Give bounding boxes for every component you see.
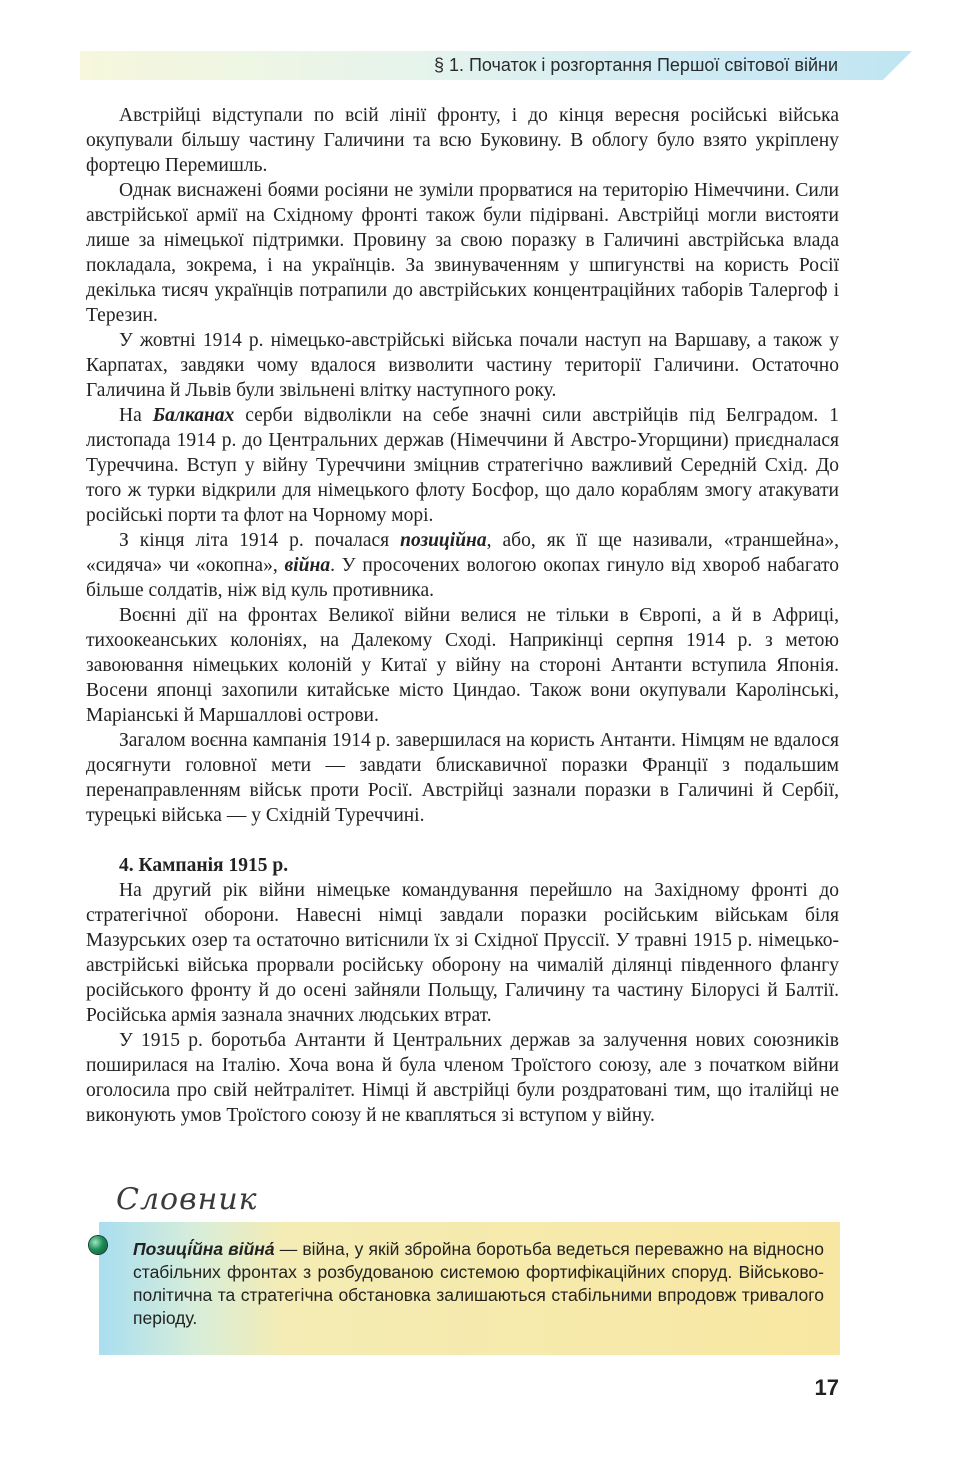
paragraph: Воєнні дії на фронтах Великої війни велися не тільки в Європі, а й в Африці, тихоокеанських колоніях, на Далекому Сході. Наприкінці серпня 1914 р. з метою завоювання німецьких колоній у Китаї у війну на стороні Антанти вступила Японія. Восени японці захопили китайське місто Циндао. Також вони окупували Каролінські, Маріанські й Маршаллові острови. xyxy=(86,605,839,726)
paragraph-text: З кінця літа 1914 р. почалася xyxy=(119,530,401,551)
dictionary-term: Позиці́йна війна́ xyxy=(133,1239,275,1259)
paragraph: У 1915 р. боротьба Антанти й Центральних держав за залучення нових союзників поширилася на Італію. Хоча вона й була членом Троїстого союзу, але з початком війни оголосила про свій нейтралітет. Німці й австрійці були роздратовані тим, що італійці не виконують умов Троїстого союзу й не квапляться зі вступом у війну. xyxy=(86,1030,839,1126)
paragraph-text: , або, як її ще називали, «траншейна», «сидяча» чи «окопна», xyxy=(86,530,839,576)
key-term: Балканах xyxy=(152,405,235,426)
main-text xyxy=(86,103,839,1128)
key-term: позиційна xyxy=(400,530,487,551)
paragraph-text: серби відволікли на себе значні сили австрійців під Белградом. 1 листопада 1914 р. до Центральних держав (Німеччини й Австро-Угорщини) приєдналася Туреччина. Вступ у війну Туреччини зміцнив стратегічно важливий Середній Схід. До того ж турки відкрили для німецького флоту Босфор, що дало кораблям змогу атакувати російські порти та флот на Чорному морі. xyxy=(86,405,839,526)
paragraph: На другий рік війни німецьке командування перейшло на Західному фронті до стратегічної оборони. Навесні німці завдали поразки російським військам біля Мазурських озер та остаточно витіснили їх зі Східної Пруссії. У травні 1915 р. німецько-австрійські війська прорвали російську оборону на чималій ділянці південного флангу російського фронту й до осені зайняли Польщу, Галичину та частину Білорусі й Балтії. Російська армія зазнала значних людських втрат. xyxy=(86,880,839,1026)
dictionary-title: Словник xyxy=(116,1182,258,1217)
paragraph-text: . У просочених вологою окопах гинуло від хвороб набагато більше солдатів, ніж від куль противника. xyxy=(86,555,839,601)
paragraph: У жовтні 1914 р. німецько-австрійські війська почали наступ на Варшаву, а також у Карпатах, завдяки чому вдалося визволити частину території Галичини. Остаточно Галичина й Львів були звільнені влітку наступного року. xyxy=(86,330,839,401)
paragraph-text: На xyxy=(119,405,153,426)
paragraph xyxy=(86,403,839,528)
running-header: § 1. Початок і розгортання Першої світової війни xyxy=(433,55,838,75)
paragraph: Австрійці відступали по всій лінії фронту, і до кінця вересня російські війська окупували більшу частину Галичини та всю Буковину. В облогу було взято укріплену фортецю Перемишль. xyxy=(86,105,839,176)
paragraph xyxy=(86,528,839,603)
dictionary-definition: — війна, у якій збройна боротьба ведеться переважно на відносно стабільних фронтах з розбудованою системою фортифікаційних споруд. Військово-політична та стратегічна обстановка залишаються стабільними впродовж тривалого періоду. xyxy=(133,1239,824,1328)
dictionary-entry xyxy=(133,1238,824,1330)
key-term: війна xyxy=(284,555,331,576)
paragraph: Загалом воєнна кампанія 1914 р. завершилася на користь Антанти. Німцям не вдалося досягнути головної мети — завдати блискавичної поразки Франції з подальшим перенаправленням військ проти Росії. Австрійці зазнали поразки в Галичині й Сербії, турецькі війська — у Східній Туреччині. xyxy=(86,730,839,826)
page-number: 17 xyxy=(814,1375,839,1400)
paragraph: Однак виснажені боями росіяни не зуміли прорватися на територію Німеччини. Сили австрійської армії на Східному фронті також були підірвані. Австрійці могли вистояти лише за німецької підтримки. Провину за свою поразку в Галичині австрійська влада покладала, зокрема, і на українців. За звинуваченням у шпигунстві на користь Росії декілька тисяч українців потрапили до австрійських концентраційних таборів Талергоф і Терезин. xyxy=(86,180,839,326)
bullet-icon xyxy=(89,1236,107,1254)
section-heading: 4. Кампанія 1915 р. xyxy=(119,855,289,876)
